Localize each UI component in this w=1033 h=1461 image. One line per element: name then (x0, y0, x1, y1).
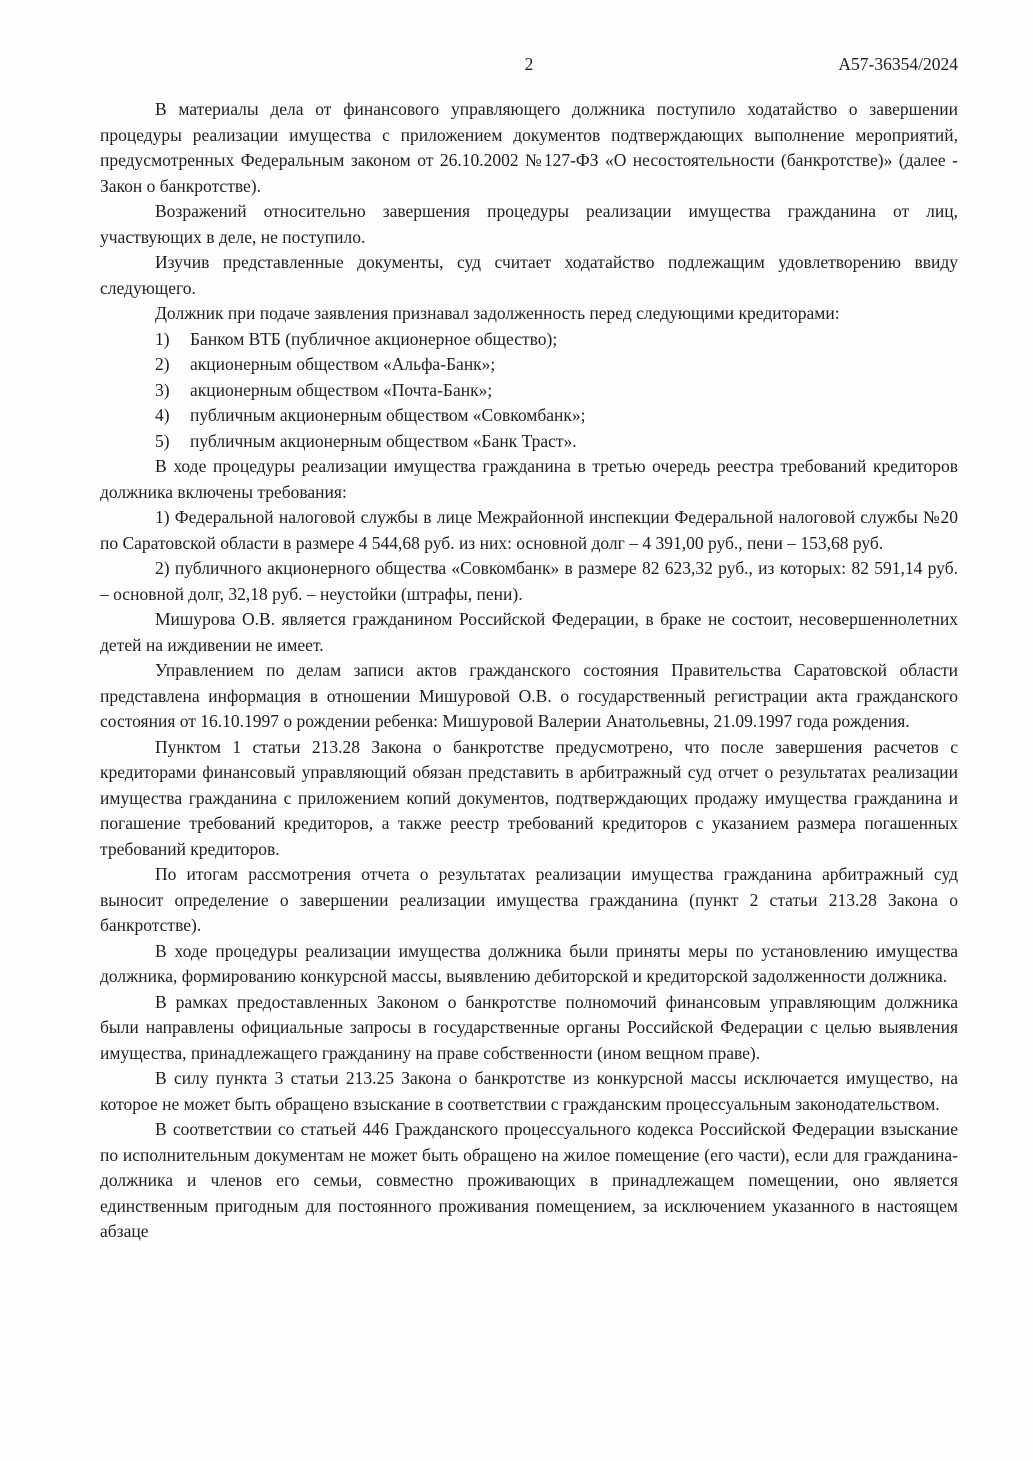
list-item-number: 4) (155, 405, 170, 425)
paragraph-debtor-creditors-intro: Должник при подаче заявления признавал задолженность перед следующими кредиторами: (155, 303, 840, 323)
paragraph-debtor-status: Мишурова О.В. является гражданином Российской Федерации, в браке не состоит, несовершеннолетних детей на иждивении не имеет. (100, 609, 958, 655)
list-item (100, 429, 958, 455)
paragraph-law-213-28-p2: По итогам рассмотрения отчета о результатах реализации имущества гражданина арбитражный суд выносит определение о завершении реализации имущества гражданина (пункт 2 статьи 213.28 Закона о банкротстве). (100, 864, 958, 935)
paragraph-claim-tax-service: 1) Федеральной налоговой службы в лице Межрайонной инспекции Федеральной налоговой службы №20 по Саратовской области в размере 4 544,68 руб. из них: основной долг – 4 391,00 руб., пени – 153,68 руб. (100, 507, 958, 553)
list-item-number: 5) (155, 430, 170, 451)
paragraph-no-objections: Возражений относительно завершения процедуры реализации имущества гражданина от лиц, участвующих в деле, не поступило. (100, 201, 958, 247)
list-item-text: публичным акционерным обществом «Совкомбанк»; (190, 405, 586, 425)
paragraph-motion-filed: В материалы дела от финансового управляющего должника поступило ходатайство о завершении процедуры реализации имущества с приложением документов подтверждающих выполнение мероприятий, предусмотренных Федеральным законом от 26.10.2002 №127-ФЗ «О несостоятельности (банкротстве)» (далее - Закон о банкротстве). (100, 99, 958, 196)
list-item-text: акционерным обществом «Почта-Банк»; (190, 379, 493, 400)
list-item (100, 327, 958, 353)
list-item-number: 3) (155, 379, 170, 400)
list-item-text: акционерным обществом «Альфа-Банк»; (190, 354, 496, 374)
page-number: 2 (524, 54, 534, 74)
list-item (100, 378, 958, 404)
document-body (100, 97, 958, 1245)
list-item (100, 352, 958, 378)
paragraph-zags-info: Управлением по делам записи актов гражданского состояния Правительства Саратовской области представлена информация в отношении Мишуровой О.В. о государственный регистрации акта гражданского состояния от 16.10.1997 о рождении ребенка: Мишуровой Валерии Анатольевны, 21.09.1997 года рождения. (100, 660, 958, 731)
paragraph-claim-sovcombank: 2) публичного акционерного общества «Совкомбанк» в размере 82 623,32 руб., из которых: 82 591,14 руб. – основной долг, 32,18 руб. – неустойки (штрафы, пени). (100, 558, 958, 604)
paragraph-court-considers: Изучив представленные документы, суд считает ходатайство подлежащим удовлетворению ввиду следующего. (100, 252, 958, 298)
list-item (100, 403, 958, 429)
paragraph-registry-claims-intro: В ходе процедуры реализации имущества гражданина в третью очередь реестра требований кредиторов должника включены требования: (100, 456, 958, 502)
creditors-list (100, 327, 958, 455)
list-item-text: Банком ВТБ (публичное акционерное общество); (190, 328, 558, 349)
paragraph-law-213-25-p3: В силу пункта 3 статьи 213.25 Закона о банкротстве из конкурсной массы исключается имущество, на которое не может быть обращено взыскание в соответствии с гражданским процессуальным законодательством. (100, 1068, 958, 1114)
paragraph-measures-taken: В ходе процедуры реализации имущества должника были приняты меры по установлению имущества должника, формированию конкурсной массы, выявлению дебиторской и кредиторской задолженности должника. (100, 940, 958, 986)
paragraph-law-213-28-p1: Пунктом 1 статьи 213.28 Закона о банкротстве предусмотрено, что после завершения расчетов с кредиторами финансовый управляющий обязан представить в арбитражный суд отчет о результатах реализации имущества гражданина с приложением копий документов, подтверждающих продажу имущества гражданина и погашение требований кредиторов, а также реестр требований кредиторов с указанием размера погашенных требований кредиторов. (100, 736, 958, 859)
case-number: А57-36354/2024 (838, 54, 958, 74)
paragraph-article-446: В соответствии со статьей 446 Гражданского процессуального кодекса Российской Федерации взыскание по исполнительным документам не может быть обращено на жилое помещение (его части), если для гражданина-должника и членов его семьи, совместно проживающих в принадлежащем помещении, оно является единственным пригодным для постоянного проживания помещением, за исключением указанного в настоящем абзаце (100, 1119, 958, 1241)
list-item-number: 2) (155, 354, 170, 374)
page-header (100, 53, 958, 75)
list-item-text: публичным акционерным обществом «Банк Траст». (190, 430, 577, 451)
paragraph-official-requests: В рамках предоставленных Законом о банкротстве полномочий финансовым управляющим должника были направлены официальные запросы в государственные органы Российской Федерации с целью выявления имущества, принадлежащего гражданину на праве собственности (ином вещном праве). (100, 991, 958, 1063)
list-item-number: 1) (155, 328, 170, 349)
